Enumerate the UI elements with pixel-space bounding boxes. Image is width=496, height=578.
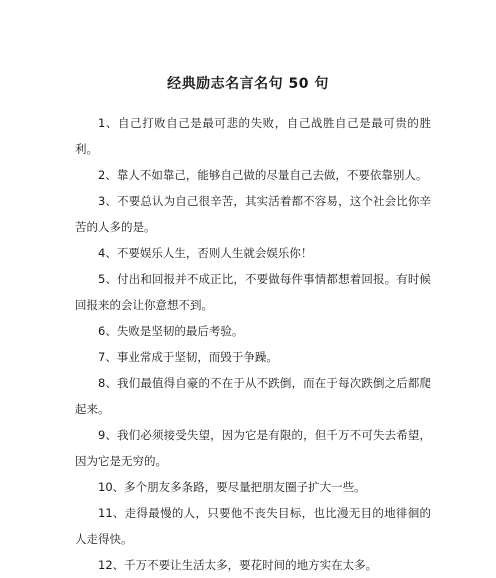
quote-paragraph-7: 7、事业常成于坚韧，而毁于争躁。 (98, 350, 278, 364)
quote-paragraph-2: 2、靠人不如靠己，能够自己做的尽量自己去做，不要依靠别人。 (98, 168, 428, 182)
quote-paragraph-8: 8、我们最值得自豪的不在于从不跌倒，而在于每次跌倒之后都爬起来。 (75, 376, 431, 416)
quote-paragraph-6: 6、失败是坚韧的最后考验。 (98, 324, 244, 338)
document-body (75, 110, 431, 578)
quote-paragraph-4: 4、不要娱乐人生，否则人生就会娱乐你！ (98, 246, 313, 260)
quote-paragraph-1: 1、自己打败自己是最可悲的失败，自己战胜自己是最可贵的胜利。 (75, 116, 431, 156)
quote-paragraph-5: 5、付出和回报并不成正比，不要做每件事情都想着回报。有时候回报来的会让你意想不到。 (75, 272, 431, 312)
document-title: 经典励志名言名句 50 句 (167, 76, 329, 92)
quote-paragraph-10: 10、多个朋友多条路，要尽量把朋友圈子扩大一些。 (98, 480, 366, 494)
quote-paragraph-3: 3、不要总认为自己很辛苦，其实活着都不容易，这个社会比你辛苦的人多的是。 (75, 194, 431, 234)
quote-paragraph-9: 9、我们必须接受失望，因为它是有限的，但千万不可失去希望，因为它是无穷的。 (75, 428, 431, 468)
quote-paragraph-12: 12、千万不要让生活太多，要花时间的地方实在太多。 (98, 558, 378, 572)
quote-paragraph-11: 11、走得最慢的人，只要他不丧失目标，也比漫无目的地徘徊的人走得快。 (75, 506, 431, 546)
